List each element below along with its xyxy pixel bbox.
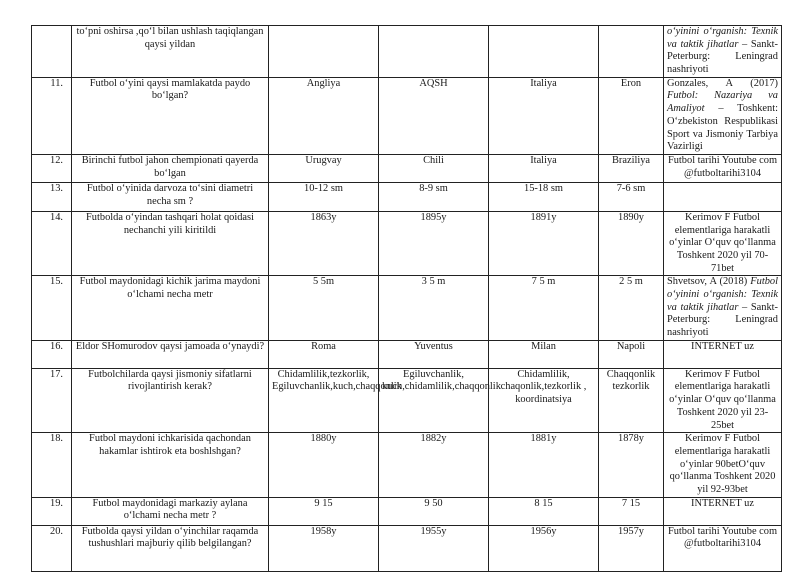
question-text: Futbolda o‘yindan tashqari holat qoidasi nechanchi yili kiritildi bbox=[72, 211, 269, 275]
question-number: 15. bbox=[32, 276, 72, 340]
answer-option-d: Braziliya bbox=[599, 154, 664, 182]
answer-option-d: 7 15 bbox=[599, 497, 664, 525]
answer-option-b: Egiluvchanlik, kuch,chidamlilik,chaqqonlik bbox=[379, 368, 489, 432]
question-text: Futbolchilarda qaysi jismoniy sifatlarni rivojlantirish kerak? bbox=[72, 368, 269, 432]
answer-option-d: 1890y bbox=[599, 211, 664, 275]
question-text: Futbol o‘yinida darvoza to‘sini diametri necha sm ? bbox=[72, 182, 269, 211]
answer-option-c: Milan bbox=[489, 340, 599, 368]
quiz-table-body bbox=[32, 26, 782, 572]
source-text: Kerimov F Futbol elementlariga harakatli o‘yinlar 90betO‘quv qo‘llanma Toshkent 2020 yil 92-93bet bbox=[669, 433, 776, 495]
answer-option-c bbox=[489, 26, 599, 78]
question-text: Futbolda qaysi yildan o‘yinchilar raqamda tushushlari majburiy qilib belgilangan? bbox=[72, 525, 269, 571]
answer-option-b: 1955y bbox=[379, 525, 489, 571]
answer-option-b: 3 5 m bbox=[379, 276, 489, 340]
answer-option-b: 1882y bbox=[379, 433, 489, 497]
answer-option-c: 1881y bbox=[489, 433, 599, 497]
answer-option-a: Urugvay bbox=[269, 154, 379, 182]
source-text: – Toshkent: O‘zbekiston Respublikasi Sport va Jismoniy Tarbiya Vazirligi bbox=[667, 103, 778, 153]
answer-option-a: Roma bbox=[269, 340, 379, 368]
quiz-table bbox=[31, 25, 782, 572]
question-number: 14. bbox=[32, 211, 72, 275]
answer-option-d: Chaqqonlik tezkorlik bbox=[599, 368, 664, 432]
source-reference bbox=[664, 497, 782, 525]
answer-option-a: 1958y bbox=[269, 525, 379, 571]
source-reference bbox=[664, 26, 782, 78]
table-row bbox=[32, 211, 782, 275]
table-row bbox=[32, 368, 782, 432]
source-text: Kerimov F Futbol elementlariga harakatli o‘yinlar O‘quv qo‘llanma Toshkent 2020 yil 23-25bet bbox=[669, 368, 776, 431]
question-text: Futbol maydoni ichkarisida qachondan hakamlar ishtirok eta boshlshgan? bbox=[72, 433, 269, 497]
table-row bbox=[32, 154, 782, 182]
answer-option-d: 1878y bbox=[599, 433, 664, 497]
source-text: Futbol tarihi Youtube com @futboltarihi3104 bbox=[667, 525, 778, 550]
table-row bbox=[32, 497, 782, 525]
source-reference bbox=[664, 368, 782, 432]
answer-option-c: 1956y bbox=[489, 525, 599, 571]
source-text: Shvetsov, A (2018) bbox=[667, 276, 751, 288]
question-number bbox=[32, 26, 72, 78]
question-number: 12. bbox=[32, 154, 72, 182]
table-row bbox=[32, 340, 782, 368]
source-reference bbox=[664, 211, 782, 275]
answer-option-c: 8 15 bbox=[489, 497, 599, 525]
document-page bbox=[31, 25, 782, 572]
question-number: 19. bbox=[32, 497, 72, 525]
answer-option-b: AQSH bbox=[379, 77, 489, 154]
question-text: to‘pni oshirsa ,qo‘l bilan ushlash taqiqlangan qaysi yildan bbox=[72, 26, 269, 78]
source-text: INTERNET uz bbox=[690, 497, 754, 509]
answer-option-d: Napoli bbox=[599, 340, 664, 368]
source-text: Futbol tarihi Youtube com @futboltarihi3104 bbox=[667, 154, 778, 179]
question-text: Futbol maydonidagi markaziy aylana o‘lchami necha metr ? bbox=[72, 497, 269, 525]
answer-option-a: 10-12 sm bbox=[269, 182, 379, 211]
answer-option-c: Italiya bbox=[489, 77, 599, 154]
source-text: o‘yinini o‘rganish: Texnik va taktik jihatlar bbox=[667, 26, 778, 50]
answer-option-a bbox=[269, 26, 379, 78]
answer-option-d: 2 5 m bbox=[599, 276, 664, 340]
answer-option-d: Eron bbox=[599, 77, 664, 154]
answer-option-c: Chidamlilik, chaqonlik,tezkorlik , koordinatsiya bbox=[489, 368, 599, 432]
answer-option-d: 7-6 sm bbox=[599, 182, 664, 211]
answer-option-a: Angliya bbox=[269, 77, 379, 154]
answer-option-c: 1891y bbox=[489, 211, 599, 275]
table-row bbox=[32, 276, 782, 340]
answer-option-a: 9 15 bbox=[269, 497, 379, 525]
question-number: 11. bbox=[32, 77, 72, 154]
answer-option-a: 5 5m bbox=[269, 276, 379, 340]
answer-option-c: 7 5 m bbox=[489, 276, 599, 340]
table-row bbox=[32, 433, 782, 497]
source-text: Kerimov F Futbol elementlariga harakatli o‘yinlar O‘quv qo‘llanma Toshkent 2020 yil 70-71bet bbox=[669, 211, 776, 274]
source-reference bbox=[664, 182, 782, 211]
question-number: 17. bbox=[32, 368, 72, 432]
source-reference bbox=[664, 77, 782, 154]
question-number: 20. bbox=[32, 525, 72, 571]
question-text: Birinchi futbol jahon chempionati qayerda bo‘lgan bbox=[72, 154, 269, 182]
answer-option-b: 1895y bbox=[379, 211, 489, 275]
source-reference bbox=[664, 525, 782, 571]
answer-option-b bbox=[379, 26, 489, 78]
source-text: – Sankt-Peterburg: Leningrad nashriyoti bbox=[667, 38, 778, 76]
source-reference bbox=[664, 154, 782, 182]
answer-option-a: 1880y bbox=[269, 433, 379, 497]
source-text: Futbol o‘yinini o‘rganish: Texnik va taktik jihatlar bbox=[667, 276, 778, 313]
source-reference bbox=[664, 276, 782, 340]
source-text: – Sankt-Peterburg: Leningrad nashriyoti bbox=[667, 301, 778, 339]
answer-option-d bbox=[599, 26, 664, 78]
question-number: 18. bbox=[32, 433, 72, 497]
question-number: 16. bbox=[32, 340, 72, 368]
answer-option-a: 1863y bbox=[269, 211, 379, 275]
table-row bbox=[32, 77, 782, 154]
source-text: Gonzales, A (2017) bbox=[667, 77, 778, 89]
answer-option-b: 9 50 bbox=[379, 497, 489, 525]
answer-option-b: Yuventus bbox=[379, 340, 489, 368]
answer-option-c: Italiya bbox=[489, 154, 599, 182]
question-text: Futbol o‘yini qaysi mamlakatda paydo bo‘lgan? bbox=[72, 77, 269, 154]
question-text: Eldor SHomurodov qaysi jamoada o‘ynaydi? bbox=[72, 340, 269, 368]
source-reference bbox=[664, 433, 782, 497]
source-text: INTERNET uz bbox=[690, 340, 754, 352]
answer-option-c: 15-18 sm bbox=[489, 182, 599, 211]
question-number: 13. bbox=[32, 182, 72, 211]
answer-option-b: 8-9 sm bbox=[379, 182, 489, 211]
question-text: Futbol maydonidagi kichik jarima maydoni o‘lchami necha metr bbox=[72, 276, 269, 340]
source-text: Futbol: Nazariya va Amaliyot bbox=[667, 90, 778, 115]
answer-option-b: Chili bbox=[379, 154, 489, 182]
table-row bbox=[32, 26, 782, 78]
answer-option-a: Chidamlilik,tezkorlik, Egiluvchanlik,kuch,chaqqonlik bbox=[269, 368, 379, 432]
table-row bbox=[32, 525, 782, 571]
answer-option-d: 1957y bbox=[599, 525, 664, 571]
table-row bbox=[32, 182, 782, 211]
source-reference bbox=[664, 340, 782, 368]
